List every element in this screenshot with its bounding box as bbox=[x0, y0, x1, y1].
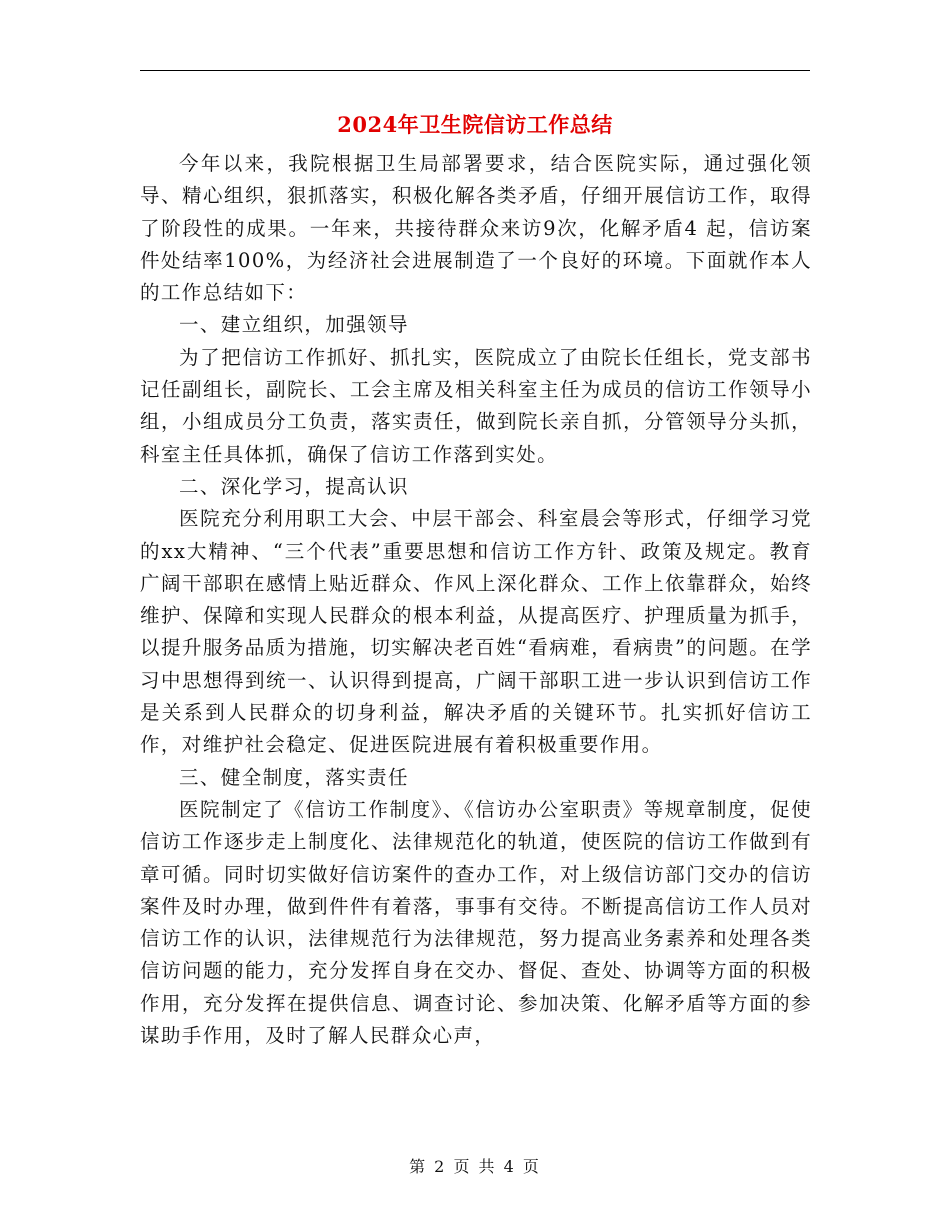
paragraph-intro: 今年以来，我院根据卫生局部署要求，结合医院实际，通过强化领导、精心组织，狠抓落实，积极化解各类矛盾，仔细开展信访工作，取得了阶段性的成果。一年来，共接待群众来访9次，化解矛盾4 起，信访案件处结率100%，为经济社会进展制造了一个良好的环境。下面就作本人的工作总结如下： bbox=[140, 152, 812, 305]
paragraph-section-2: 医院充分利用职工大会、中层干部会、科室晨会等形式，仔细学习党的xx大精神、“三个代表”重要思想和信访工作方针、政策及规定。教育广阔干部职在感情上贴近群众、作风上深化群众、工作上依靠群众，始终维护、保障和实现人民群众的根本利益，从提高医疗、护理质量为抓手，以提升服务品质为措施，切实解决老百姓“看病难，看病贵”的问题。在学习中思想得到统一、认识得到提高，广阔干部职工进一步认识到信访工作是关系到人民群众的切身利益，解决矛盾的关键环节。扎实抓好信访工作，对维护社会稳定、促进医院进展有着积极重要作用。 bbox=[140, 507, 812, 757]
document-title: 2024年卫生院信访工作总结 bbox=[337, 112, 613, 137]
document-body bbox=[140, 148, 812, 1052]
page-number-footer: 第 2 页 共 4 页 bbox=[409, 1157, 541, 1176]
paragraph-section-3: 医院制定了《信访工作制度》、《信访办公室职责》等规章制度，促使信访工作逐步走上制度化、法律规范化的轨道，使医院的信访工作做到有章可循。同时切实做好信访案件的查办工作，对上级信访部门交办的信访案件及时办理，做到件件有着落，事事有交待。不断提高信访工作人员对信访工作的认识，法律规范行为法律规范，努力提高业务素养和处理各类信访问题的能力，充分发挥自身在交办、督促、查处、协调等方面的积极作用，充分发挥在提供信息、调查讨论、参加决策、化解矛盾等方面的参谋助手作用，及时了解人民群众心声， bbox=[140, 797, 812, 1048]
section-heading-3: 三、健全制度，落实责任 bbox=[179, 765, 409, 789]
paragraph-section-1: 为了把信访工作抓好、抓扎实，医院成立了由院长任组长，党支部书记任副组长，副院长、工会主席及相关科室主任为成员的信访工作领导小组，小组成员分工负责，落实责任，做到院长亲自抓，分管领导分头抓，科室主任具体抓，确保了信访工作落到实处。 bbox=[140, 345, 812, 466]
header-rule bbox=[140, 70, 810, 71]
section-heading-1: 一、建立组织，加强领导 bbox=[179, 313, 409, 337]
section-heading-2: 二、深化学习，提高认识 bbox=[179, 474, 409, 498]
